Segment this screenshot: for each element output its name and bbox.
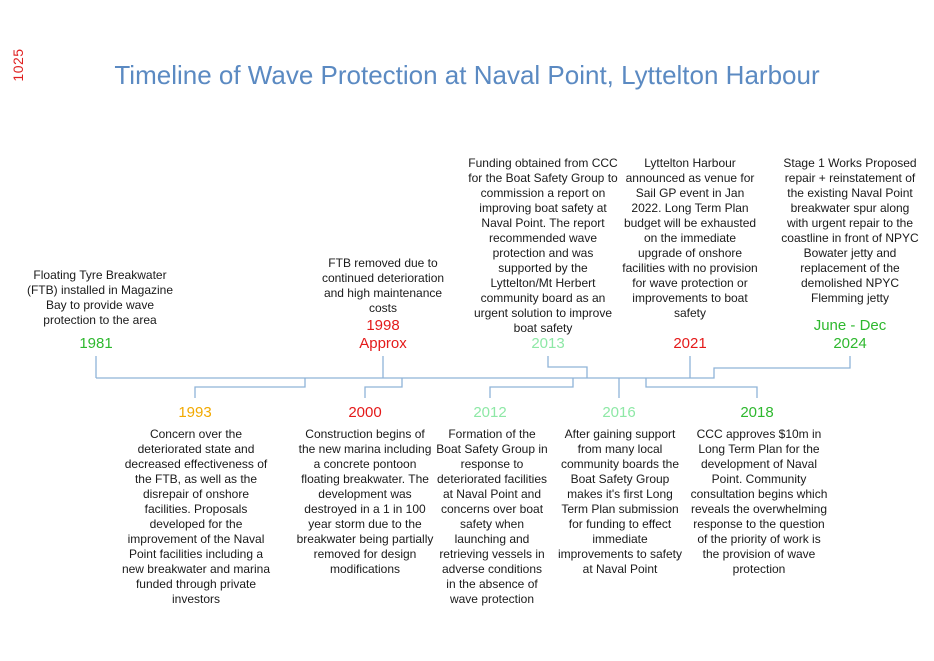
event-2018-year: 2018 xyxy=(740,404,774,421)
event-2016-description: After gaining support from many local community boards the Boat Safety Group makes it's first Long Term Plan submission for funding to effect immediate improvements to safety at Naval Point xyxy=(557,427,683,576)
event-1998-year: 1998 xyxy=(366,317,400,334)
connector-2018 xyxy=(646,378,757,398)
event-2016-year: 2016 xyxy=(602,404,636,421)
event-1981-year: 1981 xyxy=(79,335,113,352)
event-1993-description: Concern over the deteriorated state and decreased effectiveness of the FTB, as well as the disrepair of onshore facilities. Proposals developed for the improvement of the Naval Point facilities including a new breakwater and marina funded through private investors xyxy=(121,427,271,606)
event-2024-description: Stage 1 Works Proposed repair + reinstatement of the existing Naval Point breakwater spur along with urgent repair to the coastline in front of NPYC Bowater jetty and replacement of the demolished NPYC Flemming jetty xyxy=(781,156,919,305)
event-1993-year: 1993 xyxy=(178,404,212,421)
event-2013-year: 2013 xyxy=(531,335,565,352)
event-1998-description: FTB removed due to continued deterioration and high maintenance costs xyxy=(321,256,445,315)
connector-2024 xyxy=(652,356,850,378)
event-2021-year: 2021 xyxy=(673,335,707,352)
connector-2000 xyxy=(365,378,402,398)
event-2012-year: 2012 xyxy=(473,404,507,421)
event-2000-year: 2000 xyxy=(348,404,382,421)
page-title: Timeline of Wave Protection at Naval Point, Lyttelton Harbour xyxy=(114,60,820,90)
page-number: 1025 xyxy=(10,48,26,82)
event-2018-description: CCC approves $10m in Long Term Plan for the development of Naval Point. Community consultation begins which reveals the overwhelming response to the question of the priority of work is the provision of wave protection xyxy=(690,427,828,576)
connector-2013 xyxy=(548,356,587,378)
event-2024-year: 2024 xyxy=(833,335,867,352)
connector-2012 xyxy=(490,378,573,398)
event-2012-description: Formation of the Boat Safety Group in response to deteriorated facilities at Naval Point and concerns over boat safety when launching and retrieving vessels in adverse conditions in the absence of wave protection xyxy=(436,427,548,606)
event-2021-description: Lyttelton Harbour announced as venue for Sail GP event in Jan 2022. Long Term Plan budget will be exhausted on the immediate upgrade of onshore facilities with no provision for wave protection or improvements to boat safety xyxy=(622,156,758,320)
connector-1993 xyxy=(195,378,305,398)
event-1998-approx: Approx xyxy=(359,335,407,352)
event-2013-description: Funding obtained from CCC for the Boat Safety Group to commission a report on improving boat safety at Naval Point. The report recommended wave protection and was supported by the Lyttelton/Mt Herbert community board as an urgent solution to improve boat safety xyxy=(468,156,618,335)
event-2000-description: Construction begins of the new marina including a concrete pontoon floating breakwater. The development was destroyed in a 1 in 100 year storm due to the breakwater being partially removed for design modifications xyxy=(296,427,434,576)
event-2024-period: June - Dec xyxy=(813,317,887,334)
event-1981-description: Floating Tyre Breakwater (FTB) installed in Magazine Bay to provide wave protection to the area xyxy=(26,268,174,327)
